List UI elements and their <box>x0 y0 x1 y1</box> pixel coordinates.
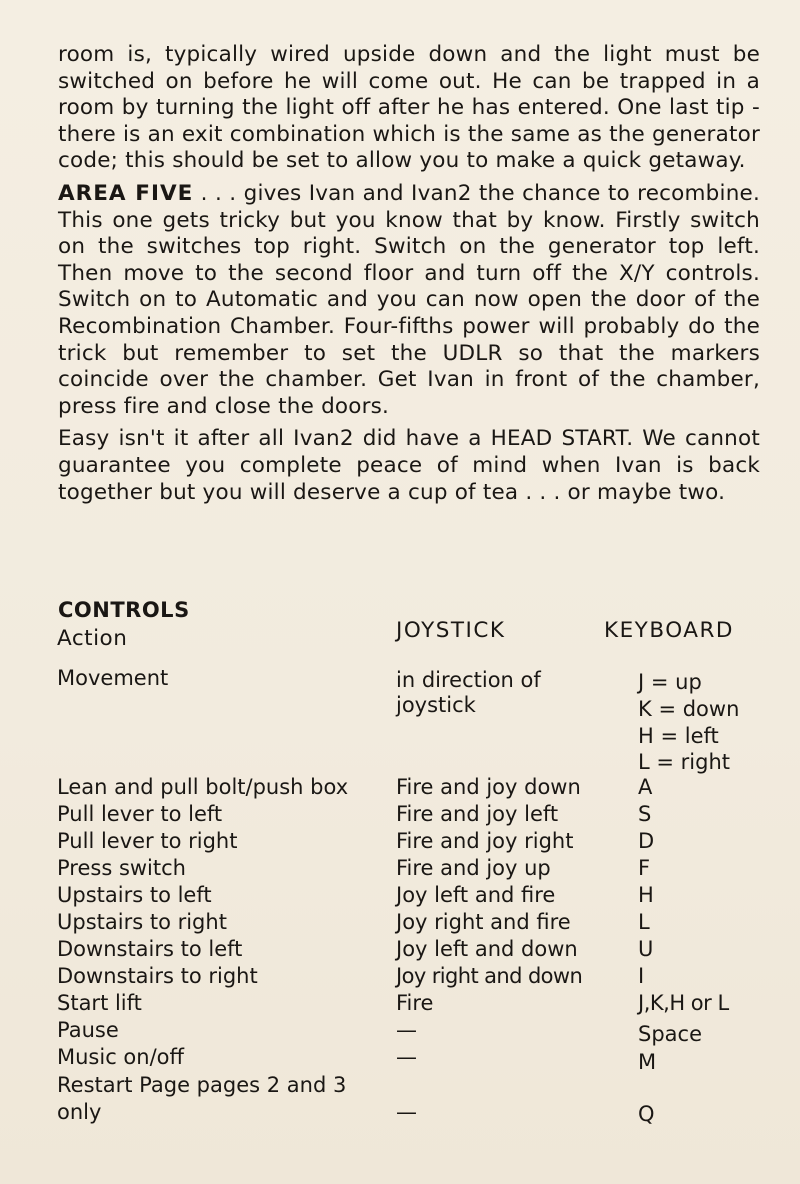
joystick-cell: Joy left and down <box>396 937 578 961</box>
table-row <box>0 1018 800 1045</box>
key-cell: H = left <box>638 724 719 748</box>
table-row <box>0 775 800 802</box>
header-action: Action <box>57 626 128 651</box>
joystick-cell: Fire and joy down <box>396 775 581 799</box>
key-cell: J,K,H or L <box>638 991 729 1015</box>
table-row <box>0 1073 800 1100</box>
action-cell: Pause <box>57 1018 119 1042</box>
key-cell: L = right <box>638 750 730 774</box>
joystick-cell: Joy right and fire <box>396 910 571 934</box>
table-row <box>0 1045 800 1072</box>
action-cell: Downstairs to right <box>57 964 258 988</box>
action-cell: Pull lever to left <box>57 802 223 826</box>
action-cell: Pull lever to right <box>57 829 238 853</box>
area-five-heading: AREA FIVE <box>58 180 194 206</box>
table-row <box>0 724 800 751</box>
action-cell: only <box>57 1100 102 1124</box>
controls-title: CONTROLS <box>58 598 190 622</box>
table-row <box>0 856 800 883</box>
table-row <box>0 910 800 937</box>
table-row <box>0 750 800 777</box>
paragraph-3: Easy isn't it after all Ivan2 did have a HEAD START. We cannot guarantee you complete peace of mind when Ivan is back together but you will deserve a cup of tea . . . or maybe two. <box>58 426 760 505</box>
table-row <box>0 802 800 829</box>
action-cell: Restart Page pages 2 and 3 <box>57 1073 347 1097</box>
joystick-cell: Fire and joy up <box>396 856 551 880</box>
joystick-cell: — <box>396 1018 417 1042</box>
key-cell: S <box>638 802 652 826</box>
key-cell: I <box>638 964 645 988</box>
action-cell: Movement <box>57 666 169 690</box>
table-row <box>0 991 800 1018</box>
key-cell: Space <box>638 1022 702 1046</box>
table-row <box>0 1100 800 1127</box>
table-row <box>0 666 800 693</box>
key-cell: K = down <box>638 697 740 721</box>
key-cell: U <box>638 937 654 961</box>
header-joystick: JOYSTICK <box>396 618 506 643</box>
area-five-body: . . . gives Ivan and Ivan2 the chance to recombine. This one gets tricky but you know that by know. Firstly switch on the switches top right. Switch on the generator top left. Then move to the second floor and turn off the X/Y controls. Switch on to Automatic and you can now open the door of the Recombination Chamber. Four-fifths power will probably do the trick but remember to set the UDLR so that the markers coincide over the chamber. Get Ivan in front of the chamber, press fire and close the doors. <box>58 180 760 419</box>
joystick-cell: Fire and joy right <box>396 829 574 853</box>
key-cell: A <box>638 775 653 799</box>
joystick-cell: Fire <box>396 991 434 1015</box>
action-cell: Press switch <box>57 856 186 880</box>
paragraph-1: room is, typically wired upside down and the light must be switched on before he will come out. He can be trapped in a room by turning the light off after he has entered. One last tip - there is an exit combination which is the same as the generator code; this should be set to allow you to make a quick getaway. <box>58 42 760 174</box>
joystick-cell: joystick <box>396 693 476 717</box>
table-row <box>0 829 800 856</box>
action-cell: Music on/off <box>57 1045 184 1069</box>
action-cell: Downstairs to left <box>57 937 243 961</box>
table-row <box>0 964 800 991</box>
key-cell: H <box>638 883 654 907</box>
table-row <box>0 693 800 720</box>
key-cell: L <box>638 910 650 934</box>
joystick-cell: Joy right and down <box>396 964 583 988</box>
key-cell: F <box>638 856 651 880</box>
action-cell: Upstairs to left <box>57 883 212 907</box>
table-row <box>0 883 800 910</box>
paragraph-area-five <box>58 181 760 420</box>
joystick-cell: Fire and joy left <box>396 802 559 826</box>
joystick-cell: in direction of <box>396 668 541 692</box>
header-keyboard: KEYBOARD <box>604 618 734 643</box>
key-cell: D <box>638 829 655 853</box>
action-cell: Lean and pull bolt/push box <box>57 775 349 799</box>
instructions-text <box>58 42 760 512</box>
key-cell: J = up <box>638 670 702 694</box>
action-cell: Upstairs to right <box>57 910 227 934</box>
joystick-cell: Joy left and fire <box>396 883 556 907</box>
action-cell: Start lift <box>57 991 142 1015</box>
key-cell: M <box>638 1050 657 1074</box>
key-cell: Q <box>638 1102 655 1126</box>
joystick-cell: — <box>396 1045 417 1069</box>
joystick-cell: — <box>396 1100 417 1124</box>
table-row <box>0 937 800 964</box>
